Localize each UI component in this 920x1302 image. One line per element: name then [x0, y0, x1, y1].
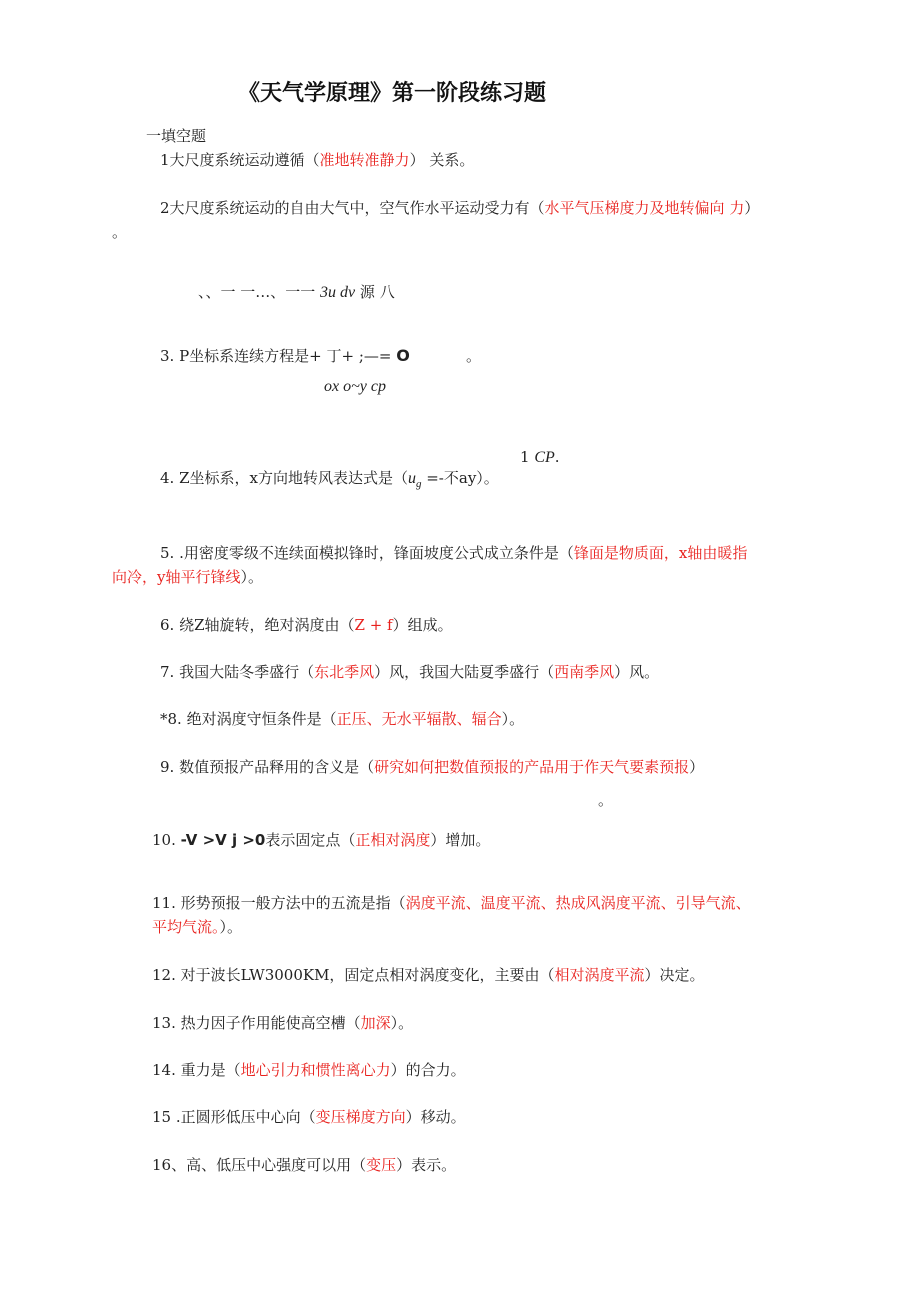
question-11-tail: ）。 — [219, 918, 243, 936]
question-11-answer-2: 平均气流。 — [152, 918, 220, 936]
formula-part-a: 、、一 一…、一一 — [198, 283, 321, 301]
question-13-tail: ）。 — [390, 1014, 414, 1032]
question-9-period: 。 — [598, 791, 614, 809]
question-13 — [152, 1013, 413, 1033]
question-12-text: 12. 对于波长LW3000KM，固定点相对涡度变化，主要由（ — [152, 966, 555, 984]
question-4-numerator-dot: . — [554, 448, 560, 466]
question-3-period: 。 — [466, 347, 482, 365]
question-5-text: 5. .用密度零级不连续面模拟锋时，锋面坡度公式成立条件是（ — [160, 544, 574, 562]
question-5-line-1 — [160, 543, 747, 563]
question-15-answer: 变压梯度方向 — [315, 1108, 406, 1126]
question-8-tail: ）。 — [501, 710, 525, 728]
question-10-tail: ）增加。 — [430, 831, 491, 849]
question-2-period: 。 — [112, 223, 128, 241]
formula-fragment — [198, 282, 395, 303]
formula-part-b: 3u dv — [320, 284, 356, 301]
question-4-tail: ）。 — [476, 469, 499, 487]
question-12-tail: ）决定。 — [644, 966, 705, 984]
question-15-text: 15 .正圆形低压中心向（ — [152, 1108, 316, 1126]
question-4-numerator — [520, 447, 560, 468]
question-15 — [152, 1107, 466, 1127]
question-7-text: 7. 我国大陆冬季盛行（ — [160, 663, 315, 681]
question-5-line-2 — [112, 567, 263, 587]
question-16-answer: 变压 — [366, 1156, 397, 1174]
question-10-number: 10. — [152, 831, 181, 849]
question-4-text: 4. Z坐标系，x方向地转风表达式是（ — [160, 469, 408, 487]
question-7-mid: ）风，我国大陆夏季盛行（ — [374, 663, 555, 681]
question-6-answer: Z + f — [354, 616, 393, 634]
question-5-tail: ）。 — [240, 568, 263, 586]
question-8-answer: 正压、无水平辐散、辐合 — [336, 710, 502, 728]
question-9 — [160, 757, 704, 777]
question-2-tail: ） — [744, 199, 760, 217]
formula-part-c: 源 八 — [355, 283, 395, 301]
question-11-line-1 — [152, 893, 751, 913]
question-1 — [160, 150, 474, 170]
question-6 — [160, 615, 453, 635]
question-10-formula: -V >V j >0 — [180, 831, 266, 849]
question-14-answer: 地心引力和惯性离心力 — [240, 1061, 391, 1079]
question-5-answer-1: 锋面是物质面，x轴由暖指 — [573, 544, 748, 562]
question-3-subscript: ox o~y cp — [324, 378, 386, 395]
question-7-tail: ）风。 — [614, 663, 660, 681]
question-8-text: *8. 绝对涡度守恒条件是（ — [160, 710, 337, 728]
question-8 — [160, 709, 524, 729]
question-16-text: 16、高、低压中心强度可以用（ — [152, 1156, 367, 1174]
question-11-line-2 — [152, 917, 242, 937]
question-3-text: 3. P坐标系连续方程是+ 丁+ ;—= — [160, 347, 397, 365]
question-11-text: 11. 形势预报一般方法中的五流是指（ — [152, 894, 406, 912]
question-4 — [160, 468, 499, 494]
question-13-text: 13. 热力因子作用能使高空槽（ — [152, 1014, 361, 1032]
question-12 — [152, 965, 704, 985]
question-13-answer: 加深 — [360, 1014, 391, 1032]
question-1-tail: ） 关系。 — [409, 151, 475, 169]
question-1-text: 1大尺度系统运动遵循（ — [160, 151, 320, 169]
question-14 — [152, 1060, 466, 1080]
question-9-text: 9. 数值预报产品释用的含义是（ — [160, 758, 375, 776]
question-4-numerator-one: 1 — [520, 448, 535, 466]
question-4-u: u — [407, 470, 416, 487]
question-12-answer: 相对涡度平流 — [554, 966, 645, 984]
question-15-tail: ）移动。 — [405, 1108, 466, 1126]
question-6-text: 6. 绕Z轴旋转，绝对涡度由（ — [160, 616, 355, 634]
question-2 — [160, 198, 759, 218]
question-2-text: 2大尺度系统运动的自由大气中，空气作水平运动受力有（ — [160, 199, 545, 217]
question-16 — [152, 1155, 456, 1175]
question-14-tail: ）的合力。 — [390, 1061, 466, 1079]
question-5-answer-2: 向冷，y轴平行锋线 — [112, 568, 241, 586]
question-4-numerator-cp: CP — [534, 449, 555, 466]
page-title: 《天气学原理》第一阶段练习题 — [238, 81, 547, 106]
question-2-answer: 水平气压梯度力及地转偏向 力 — [544, 199, 745, 217]
question-14-text: 14. 重力是（ — [152, 1061, 241, 1079]
question-10-text: 表示固定点（ — [265, 831, 356, 849]
question-4-ay: ay — [458, 469, 477, 487]
question-9-tail: ） — [689, 758, 705, 776]
question-16-tail: ）表示。 — [396, 1156, 457, 1174]
question-7 — [160, 662, 659, 682]
question-7-answer-1: 东北季风 — [314, 663, 375, 681]
question-3 — [160, 346, 410, 366]
question-1-answer: 准地转准静力 — [319, 151, 410, 169]
question-4-g: g — [415, 478, 422, 490]
question-9-answer: 研究如何把数值预报的产品用于作天气要素预报 — [374, 758, 690, 776]
question-11-answer-1: 涡度平流、温度平流、热成风涡度平流、引导气流、 — [405, 894, 751, 912]
section-heading: 一填空题 — [146, 127, 207, 145]
question-4-mid: =-不 — [421, 469, 459, 487]
question-7-answer-2: 西南季风 — [554, 663, 615, 681]
question-3-circle: O — [396, 346, 410, 365]
question-10 — [152, 830, 490, 850]
question-6-tail: ）组成。 — [392, 616, 453, 634]
question-10-answer: 正相对涡度 — [355, 831, 431, 849]
